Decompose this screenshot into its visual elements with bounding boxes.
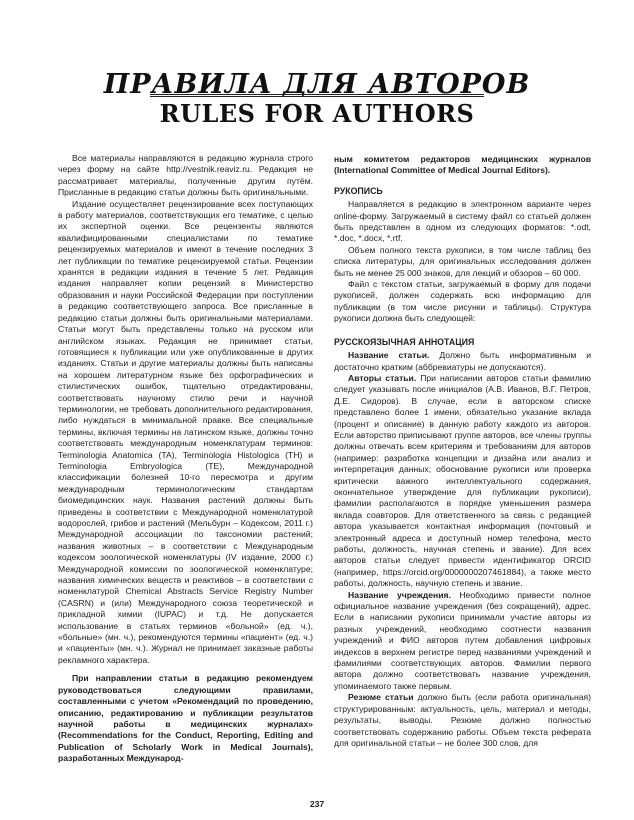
recommendation-paragraph: При направлении статьи в редакцию рекомендуем руководствоваться следующими правилами, составленными с учетом «Рекомендаций по проведению, описанию, редактированию и публикации результатов научной работы в медицинских журналах» (Recommendations for the Conduct, Reporting, Editing and Publication of Scholarly Work in Medical Journals), разработанных Международ- — [58, 673, 313, 764]
item-text: При написании авторов статьи фамилию следует указывать после инициалов (А.В. Иванов, В.Г. Петров, Д.Е. Сидоров). В случае, если в авторском списке представлено более 1 имени, обязательно указание вклада (процент и описание) в данную работу каждого из авторов. Если авторство приписывают группе авторов, все члены группы должны отвечать всем критериям и требованиям для авторов (например: разработка концепции и дизайна или анализ и интерпретация данных; обоснование рукописи или проверка критически важного интеллектуального содержания, окончательное утверждение для публикации рукописи), фамилии располагаются в порядке уменьшения размера вклада соавторов. Для ответственного за связь с редакцией автора указывается контактная информация (почтовый и электронный адреса и доступный номер телефона, место работы, должность, научная степень и звание). Для всех авторов статьи следует привести идентификатор ORCID (например, https://orcid.org/0000000207461884), а также место работы, должность, научную степень и звание. — [334, 372, 591, 589]
item-text: Должно быть информативным и достаточно кратким (аббревиатуры не допускаются). — [334, 350, 592, 372]
annotation-item-abstract — [334, 692, 591, 749]
page-title-en: RULES FOR AUTHORS — [159, 99, 475, 128]
title-divider-bottom — [150, 96, 484, 97]
annotation-item-institution — [334, 590, 591, 693]
committee-continuation: ным комитетом редакторов медицинских журналов (International Committee of Medical Journal Editors). — [334, 154, 591, 176]
annotation-item-title — [334, 350, 591, 373]
item-text: Необходимо привести полное официальное название учреждения (без сокращений), адрес. Если в написании рукописи принимали участие авторы из разных учреждений, необходимо соотнести названия учреждений и ФИО авторов путем добавления цифровых индексов в верхнем регистре перед названиями учреждений и фамилиями соответствующих авторов. Фамилии первого автора должно соответствовать название учреждения, упоминаемого также первым. — [334, 589, 592, 691]
item-label: Авторы статьи. — [348, 372, 417, 383]
page-title-ru: ПРАВИЛА ДЛЯ АВТОРОВ — [103, 69, 531, 100]
item-label: Резюме статьи — [348, 692, 414, 703]
item-text: должно быть (если работа оригинальная) структурированным: актуальность, цель, материал и методы, результаты, выводы. Резюме должно полностью соответствовать содержанию работы. Объем текста реферата для оригинальной статьи – не более 300 слов, для — [334, 692, 591, 748]
manuscript-paragraph: Файл с текстом статьи, загружаемый в форму для подачи рукописей, должен содержать всю информацию для публикации (в том числе рисунки и таблицы). Структура рукописи должна быть следующей: — [334, 279, 591, 324]
left-column — [58, 153, 313, 765]
manuscript-paragraph: Направляется в редакцию в электронном варианте через online-форму. Загружаемый в систему файл со статьей должен быть представлен в одном из следующих форматов: *.odt, *.doc, *.docx, *.rtf. — [334, 199, 591, 244]
item-label: Название статьи. — [348, 350, 430, 361]
item-label: Название учреждения. — [348, 589, 451, 600]
page-title-block — [0, 70, 634, 128]
intro-paragraph: Все материалы направляются в редакцию журнала строго через форму на сайте http://vestnik.reaviz.ru. Редакция не рассматривает материалы, полученные другим путём. Присланные в редакцию статьи должны быть оригинальными. — [58, 153, 313, 198]
annotation-item-authors — [334, 373, 591, 590]
review-paragraph: Издание осуществляет рецензирование всех поступающих в работу материалов, соответствующих его тематике, с целью их экспертной оценки. Все рецензенты являются квалифицированными специалистами по тематике рецензируемых материалов и имеют в течение последних 3 лет публикации по тематике рецензируемой статьи. Рецензии хранятся в редакции издания в течение 5 лет. Редакция издания направляет копии рецензий в Министерство образования и науки Российской Федерации при поступлении в редакцию соответствующего запроса. Все присланные в редакцию статьи должны быть оригинальными материалами. Статьи могут быть представлены только на русском или английском языках. Редакция не принимает статьи, готовящиеся к публикации или уже опубликованные в других изданиях. Статьи и другие материалы должны быть написаны на хорошем литературном языке без орфографических и стилистических ошибок, тщательно отредактированы, соответствовать научному стилю речи и научной терминологии, не требовать дополнительного редактирования, либо нуждаться в минимальной правке. Все специальные термины, включая термины на латинском языке, должны точно соответствовать международным номенклатурам терминов: Terminologia Anatomica (TA), Terminologia Histologica (TH) и Terminologia Embryologica (TE), Международной классификации болезней 10-го пересмотра и другим международным терминологическим стандартам биомедицинских наук. Названия растений должны быть приведены в соответствии с Международной номенклатурой водорослей, грибов и растений (Мельбурн – Кодексом, 2011 г.) Международной ассоциации по таксономии растений; названия животных – в соответствии с Международным кодексом зоологической номенклатуры (IV издание, 2000 г.) Международной комиссии по зоологической номенклатуре; названия химических веществ и реактивов – в соответствии с номенклатурой Chemical Abstracts Service Registry Number (CASRN) и (или) Международного союза теоретической и прикладной химии (IUPAC) и т.д. Не допускается использование в статьях терминов «больной» (ед. ч.), «больные» (мн. ч.), рекомендуются термины «пациент» (ед. ч.) и «пациенты» (мн. ч.). Журнал не принимает заказные работы рекламного характера. — [58, 198, 313, 665]
manuscript-heading: РУКОПИСЬ — [334, 185, 383, 196]
right-column — [334, 154, 591, 749]
title-divider-top — [150, 94, 484, 95]
manuscript-paragraph: Объем полного текста рукописи, в том числе таблиц без списка литературы, для оригинальных исследования должен быть не менее 25 000 знаков, для лекций и обзоров – 60 000. — [334, 244, 591, 278]
annotation-heading: РУССКОЯЗЫЧНАЯ АННОТАЦИЯ — [334, 336, 475, 347]
page-number: 237 — [309, 799, 325, 809]
